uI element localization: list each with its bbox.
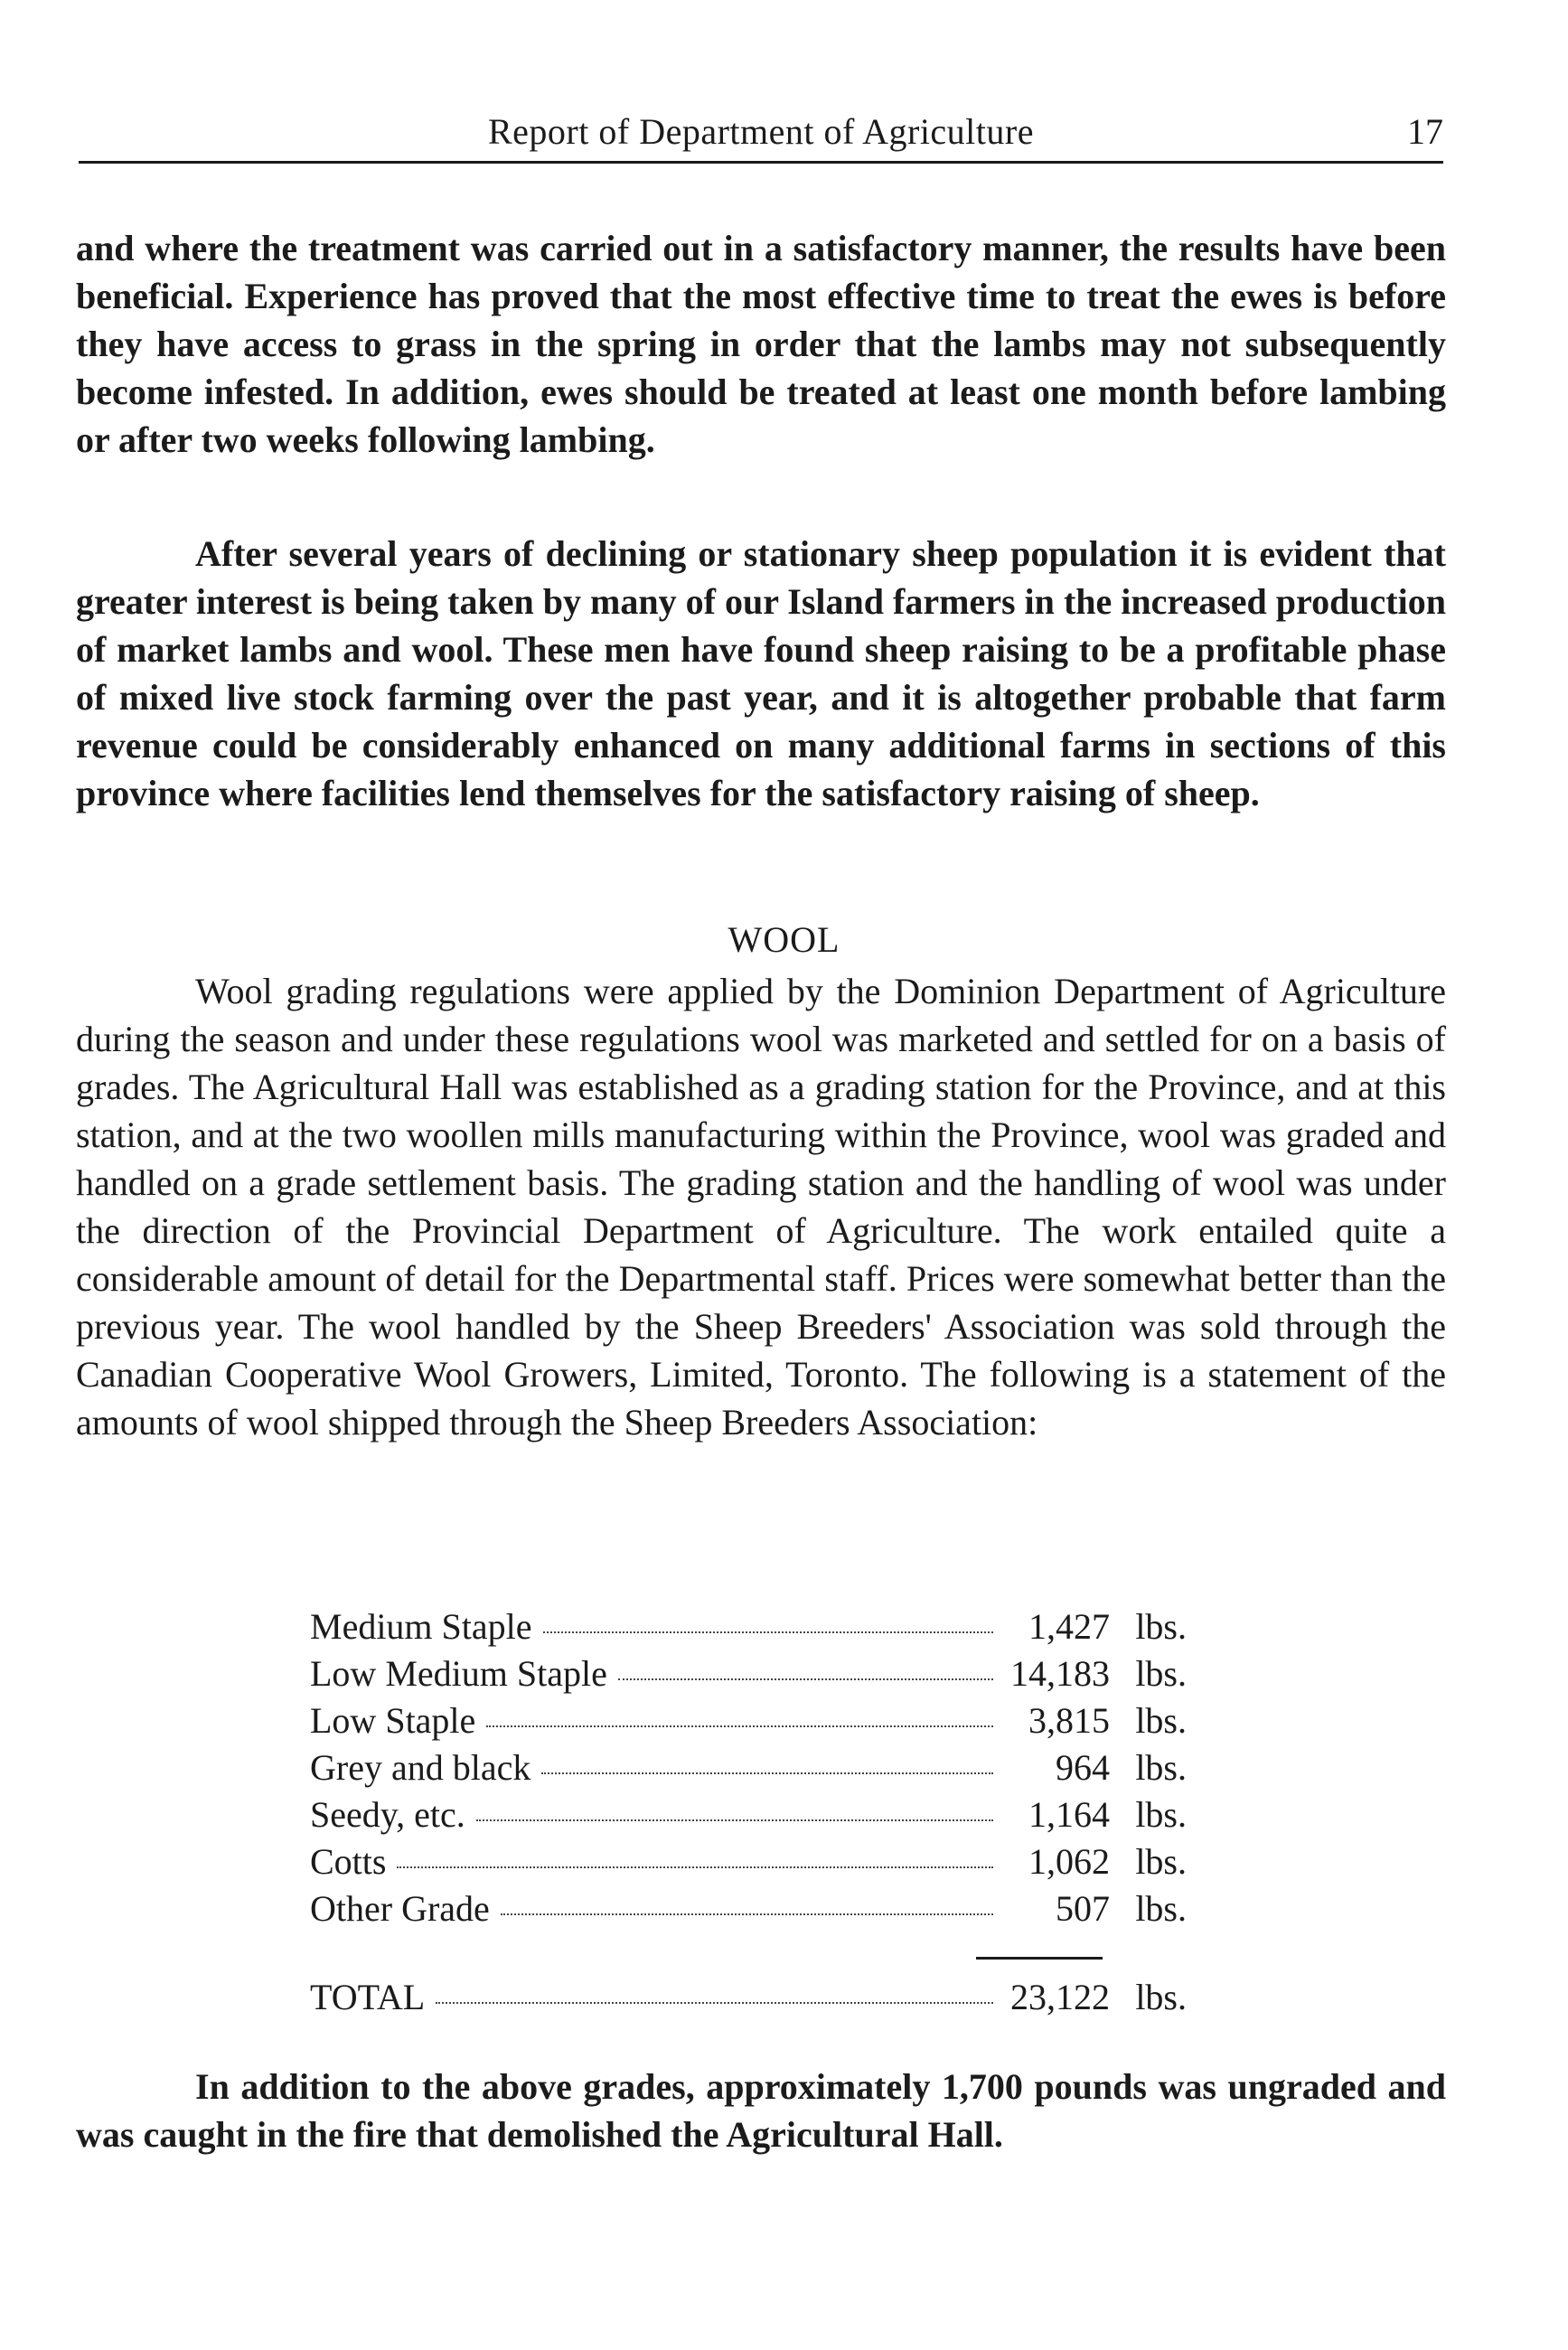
row-unit: lbs. xyxy=(1135,1747,1187,1788)
page-header xyxy=(79,107,1443,164)
row-label: Grey and black xyxy=(310,1747,531,1788)
row-unit: lbs. xyxy=(1135,1653,1187,1694)
table-row xyxy=(310,1605,1187,1652)
row-label: Medium Staple xyxy=(310,1606,532,1647)
wool-shipment-table xyxy=(310,1605,1187,2017)
paragraph-wool-grading: Wool grading regulations were applied by the Dominion Department of Agriculture during the season and under these regulations wool was marketed and settled for on a basis of grades. The Agricultural Hall was established as a grading station for the Province, and at this station, and at the two woollen mills manufacturing within the Province, wool was graded and handled on a grade settlement basis. The grading station and the handling of wool was under the direction of the Provincial Department of Agriculture. The work entailed quite a considerable amount of detail for the Departmental staff. Prices were somewhat better than the previous year. The wool handled by the Sheep Breeders' Association was sold through the Canadian Cooperative Wool Growers, Limited, Toronto. The following is a statement of the amounts of wool shipped through the Sheep Breeders Association: xyxy=(76,971,1446,1443)
dot-leader xyxy=(436,2002,993,2004)
total-rule xyxy=(976,1957,1103,1960)
row-value: 1,062 xyxy=(1028,1841,1110,1882)
table-row xyxy=(310,1840,1187,1887)
row-value: 507 xyxy=(1056,1888,1110,1929)
paragraph-treatment: and where the treatment was carried out in a satisfactory manner, the results have been beneficial. Experience has proved that the most effective time to treat the ewes is before they have access to grass in the spring in order that the lambs may not subsequently become infested. In addition, ewes should be treated at least one month before lambing or after two weeks following lambing. xyxy=(76,228,1446,460)
dot-leader xyxy=(543,1631,993,1633)
row-label: Other Grade xyxy=(310,1888,490,1929)
total-unit: lbs. xyxy=(1135,1977,1187,2017)
running-title: Report of Department of Agriculture xyxy=(488,111,1034,152)
total-value: 23,122 xyxy=(1010,1977,1110,2017)
row-value: 1,164 xyxy=(1028,1794,1110,1835)
section-heading-wool: WOOL xyxy=(728,919,840,960)
table-row xyxy=(310,1746,1187,1793)
row-unit: lbs. xyxy=(1135,1794,1187,1835)
table-total-row xyxy=(310,1976,1187,2023)
paragraph-ungraded-wool: In addition to the above grades, approximately 1,700 pounds was ungraded and was caught in the fire that demolished the Agricultural Hall. xyxy=(76,2066,1446,2155)
row-unit: lbs. xyxy=(1135,1700,1187,1741)
row-value: 1,427 xyxy=(1028,1606,1110,1647)
dot-leader xyxy=(476,1819,993,1821)
page-number: 17 xyxy=(1407,111,1443,152)
row-label: Seedy, etc. xyxy=(310,1794,465,1835)
row-value: 964 xyxy=(1056,1747,1110,1788)
total-label: TOTAL xyxy=(310,1977,426,2017)
table-row xyxy=(310,1699,1187,1746)
dot-leader xyxy=(618,1678,993,1680)
row-unit: lbs. xyxy=(1135,1841,1187,1882)
row-unit: lbs. xyxy=(1135,1888,1187,1929)
row-label: Low Staple xyxy=(310,1700,476,1741)
row-label: Low Medium Staple xyxy=(310,1653,607,1694)
row-value: 3,815 xyxy=(1028,1700,1110,1741)
row-value: 14,183 xyxy=(1010,1653,1110,1694)
dot-leader xyxy=(486,1725,993,1727)
row-unit: lbs. xyxy=(1135,1606,1187,1647)
dot-leader xyxy=(501,1913,993,1915)
paragraph-sheep-population: After several years of declining or stationary sheep population it is evident that greater interest is being taken by many of our Island farmers in the increased production of market lambs and wool. These men have found sheep raising to be a profitable phase of mixed live stock farming over the past year, and it is altogether probable that farm revenue could be considerably enhanced on many additional farms in sections of this province where facilities lend themselves for the satisfactory raising of sheep. xyxy=(76,533,1446,813)
table-row xyxy=(310,1793,1187,1840)
table-row xyxy=(310,1887,1187,1934)
row-label: Cotts xyxy=(310,1841,387,1882)
dot-leader xyxy=(541,1772,993,1774)
table-row xyxy=(310,1652,1187,1699)
dot-leader xyxy=(397,1866,993,1868)
